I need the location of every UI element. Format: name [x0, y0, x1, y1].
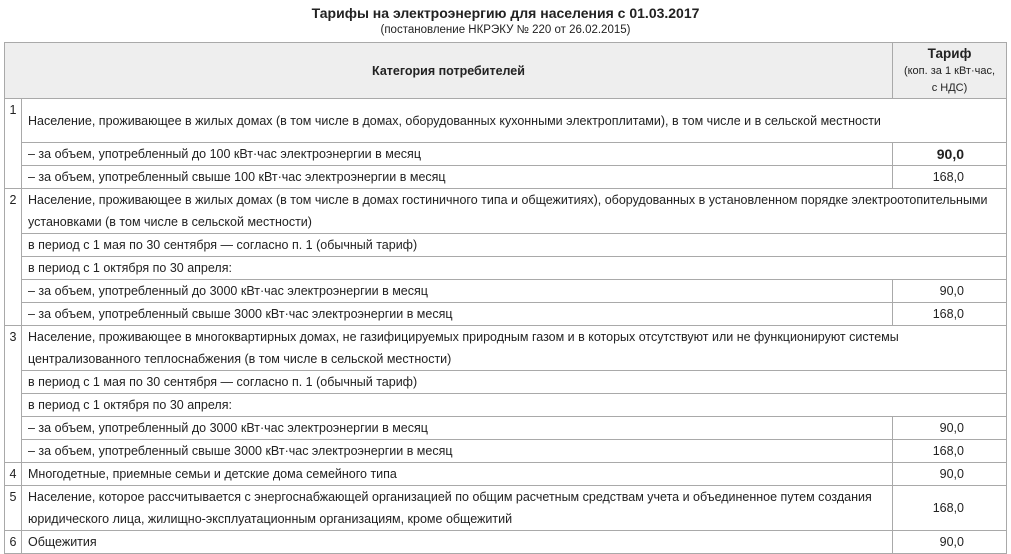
tariff-value: 168,0 [893, 166, 1007, 189]
category-item: – за объем, употребленный свыше 100 кВт·час электроэнергии в месяц [22, 166, 893, 189]
tariff-value: 90,0 [893, 280, 1007, 303]
table-row [5, 234, 1007, 257]
category-item: – за объем, употребленный свыше 3000 кВт·час электроэнергии в месяц [22, 303, 893, 326]
table-row [5, 394, 1007, 417]
page-title: Тарифы на электроэнергию для населения с 01.03.2017 [311, 5, 700, 21]
row-number: 6 [5, 531, 22, 554]
row-number: 2 [5, 189, 22, 326]
header-tariff-label: Тариф [927, 45, 972, 61]
category-heading: Население, проживающее в многоквартирных домах, не газифицируемых природным газом и в которых отсутствуют или не функционируют системы централизованного теплоснабжения (в том числе в сельской местности) [22, 326, 1007, 371]
period-winter: в период с 1 октября по 30 апреля: [22, 394, 1007, 417]
table-row [5, 143, 1007, 166]
category-heading: Население, которое рассчитывается с энергоснабжающей организацией по общим расчетным средствам учета и объединенное путем создания юридического лица, жилищно-эксплуатационным организациям, кроме общежитий [22, 486, 893, 531]
row-number: 3 [5, 326, 22, 463]
category-item: – за объем, употребленный до 100 кВт·час электроэнергии в месяц [22, 143, 893, 166]
page-subtitle: (постановление НКРЭКУ № 220 от 26.02.2015) [380, 24, 631, 36]
table-row [5, 280, 1007, 303]
table-row [5, 166, 1007, 189]
category-item: – за объем, употребленный до 3000 кВт·час электроэнергии в месяц [22, 280, 893, 303]
table-row [5, 99, 1007, 143]
table-row [5, 463, 1007, 486]
table-header [5, 43, 1007, 99]
header-tariff-unit: (коп. за 1 кВт·час, [903, 64, 996, 77]
table-row [5, 326, 1007, 371]
tariff-value: 168,0 [893, 303, 1007, 326]
table-row [5, 486, 1007, 531]
category-item: – за объем, употребленный до 3000 кВт·час электроэнергии в месяц [22, 417, 893, 440]
tariff-value: 90,0 [893, 417, 1007, 440]
table-row [5, 531, 1007, 554]
table-row [5, 257, 1007, 280]
tariff-value: 90,0 [893, 531, 1007, 554]
table-row [5, 189, 1007, 234]
tariff-value: 168,0 [893, 440, 1007, 463]
header-tariff-vat: с НДС) [931, 81, 968, 94]
category-heading: Население, проживающее в жилых домах (в том числе в домах гостиничного типа и общежитиях), оборудованных в установленном порядке электроотопительными установками (в том числе в сельской местности) [22, 189, 1007, 234]
tariff-table [4, 42, 1007, 554]
header-category: Категория потребителей [5, 43, 893, 99]
period-summer: в период с 1 мая по 30 сентября — согласно п. 1 (обычный тариф) [22, 371, 1007, 394]
row-number: 4 [5, 463, 22, 486]
tariff-value: 90,0 [893, 143, 1007, 166]
table-row [5, 440, 1007, 463]
category-heading: Многодетные, приемные семьи и детские дома семейного типа [22, 463, 893, 486]
header-tariff [893, 43, 1007, 99]
category-heading: Общежития [22, 531, 893, 554]
tariff-value: 168,0 [893, 486, 1007, 531]
period-summer: в период с 1 мая по 30 сентября — согласно п. 1 (обычный тариф) [22, 234, 1007, 257]
tariff-value: 90,0 [893, 463, 1007, 486]
category-item: – за объем, употребленный свыше 3000 кВт·час электроэнергии в месяц [22, 440, 893, 463]
table-row [5, 303, 1007, 326]
table-row [5, 371, 1007, 394]
table-row [5, 417, 1007, 440]
row-number: 1 [5, 99, 22, 189]
category-heading: Население, проживающее в жилых домах (в том числе в домах, оборудованных кухонными электроплитами), в том числе и в сельской местности [22, 99, 1007, 143]
row-number: 5 [5, 486, 22, 531]
period-winter: в период с 1 октября по 30 апреля: [22, 257, 1007, 280]
